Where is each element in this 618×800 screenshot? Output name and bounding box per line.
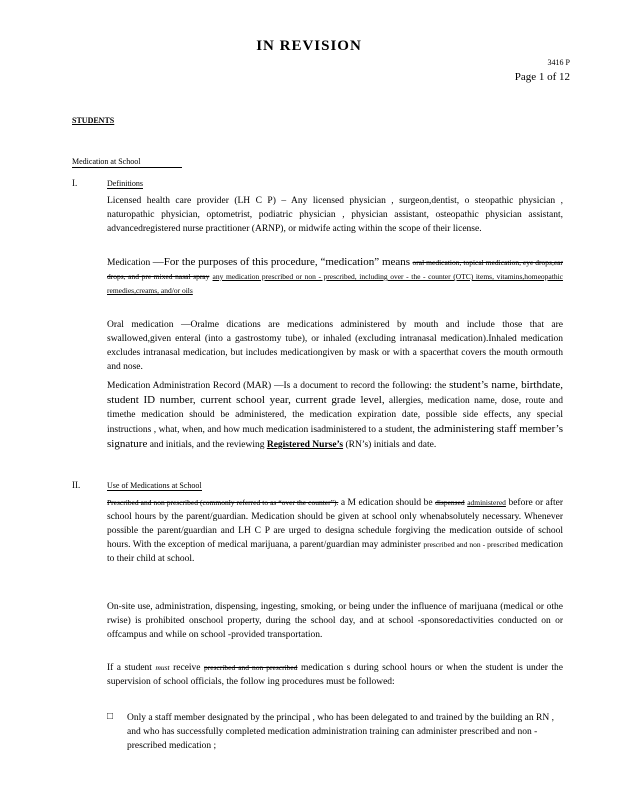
definition-medication [107, 255, 563, 298]
mar-text-b: allergies, medication name, dose, route and timethe medication should be administered, the medication expiration date, possible side effects, any special instructions , what, when, and how much medication isadministered to a student, [107, 396, 563, 435]
mar-rn-inserted: Registered Nurse’s [266, 440, 344, 450]
medication-struck-text: oral medication, topical medication, eye drops,ear drops, and pre mixed nasal spray [107, 258, 564, 281]
struck-dispensed: dispensed [435, 498, 465, 507]
inserted-prescribed: prescribed and non - prescribed [423, 540, 519, 549]
definition-lhcp [107, 194, 563, 236]
section-heading-use-of-medications: Use of Medications at School [107, 481, 202, 490]
section-number-1: I. [72, 178, 78, 188]
mar-text-inserted-1: student’s name, birthdate, student ID number, current school year, current grade level, [107, 379, 564, 406]
use-text-c: medication to their child at school. [107, 540, 564, 564]
mar-text-c: and initials, and the reviewing [149, 440, 265, 450]
struck-heading: Prescribed and non prescribed (commonly referred to as “over the counter”). [107, 498, 339, 507]
procedures-text-a: If a student [107, 663, 152, 673]
definition-oral-medication [107, 318, 563, 374]
medication-term: Medication [107, 258, 151, 268]
section-label: STUDENTS [72, 116, 115, 125]
use-text-a: a M edication should be [340, 498, 433, 508]
page-title: IN REVISION [256, 38, 362, 54]
checkbox-icon: □ [107, 711, 114, 722]
oral-medication-text: Oral medication —Oralme dications are medications administered by mouth and include those that are swallowed,given enteral (into a gastrostomy tube), or inhaled (excluding intranasal medication).Inhaled medication excludes intranasal medication, but includes medicationgiven by mask or with a spacerthat covers the mouth ormouth and nose. [107, 320, 563, 372]
procedure-bullet-1: Only a staff member designated by the principal , who has been delegated to and trained by the building an RN , and who has successfully completed medication administration training can administer prescribed and non - prescribed medication ; [127, 713, 554, 751]
page-number: Page 1 of 12 [514, 71, 570, 83]
marijuana-para [107, 600, 563, 642]
procedures-text-c: medication s during school hours or when the student is under the supervision of school officials, the follow ing procedures must be followed: [107, 663, 564, 687]
inserted-administered: administered [467, 498, 506, 507]
procedures-must: must [155, 663, 170, 672]
section-number-2: II. [72, 480, 81, 490]
mar-text-d: (RN’s) initials and date. [345, 440, 437, 450]
marijuana-text: On-site use, administration, dispensing, ingesting, smoking, or being under the influence of marijuana (medical or othe rwise) is prohibited onschool property, during the school day, and at school -sponsoredactivities conducted on or offcampus and while on school -provided transportation. [107, 602, 563, 640]
definition-lhcp-text: Licensed health care provider (LH C P) – Any licensed physician , surgeon,dentist, o steopathic physician , naturopathic physician, optometrist, podiatric physician , physician assistant, osteopathic physician assistant, advancedregistered nurse practitioner (ARNP), or midwife acting within the scope of their license. [107, 196, 563, 234]
procedures-text-b: receive [173, 663, 201, 673]
medication-inserted-text: any medication prescribed or non - prescribed, including over - the - counter (OTC) items, vitamins,homeopathic remedies,creams, and/or oils [107, 272, 564, 295]
mar-text-a: Medication Administration Record (MAR) —Is a document to record the following: the [107, 381, 447, 391]
section-heading-definitions: Definitions [107, 179, 143, 188]
use-of-medications-para [107, 496, 563, 566]
document-subtitle: Medication at School [72, 157, 182, 168]
policy-number: 3416 P [547, 58, 570, 67]
definition-mar [107, 378, 563, 452]
use-text-b: before or after school hours by the parent/guardian. Medication should be given at school only whenabsolutely necessary. Whenever possible the parent/guardian and LH C P are urged to designa schedule forgiving the medication outside of school hours. With the exception of medical marijuana, a parent/guardian may administer [107, 498, 564, 550]
procedures-struck: prescribed and non prescribed [204, 663, 298, 672]
mar-text-inserted-2: the administering staff member’s signature [107, 423, 564, 450]
procedures-para [107, 661, 563, 689]
medication-definition-lead: —For the purposes of this procedure, “medication” means [152, 256, 411, 268]
